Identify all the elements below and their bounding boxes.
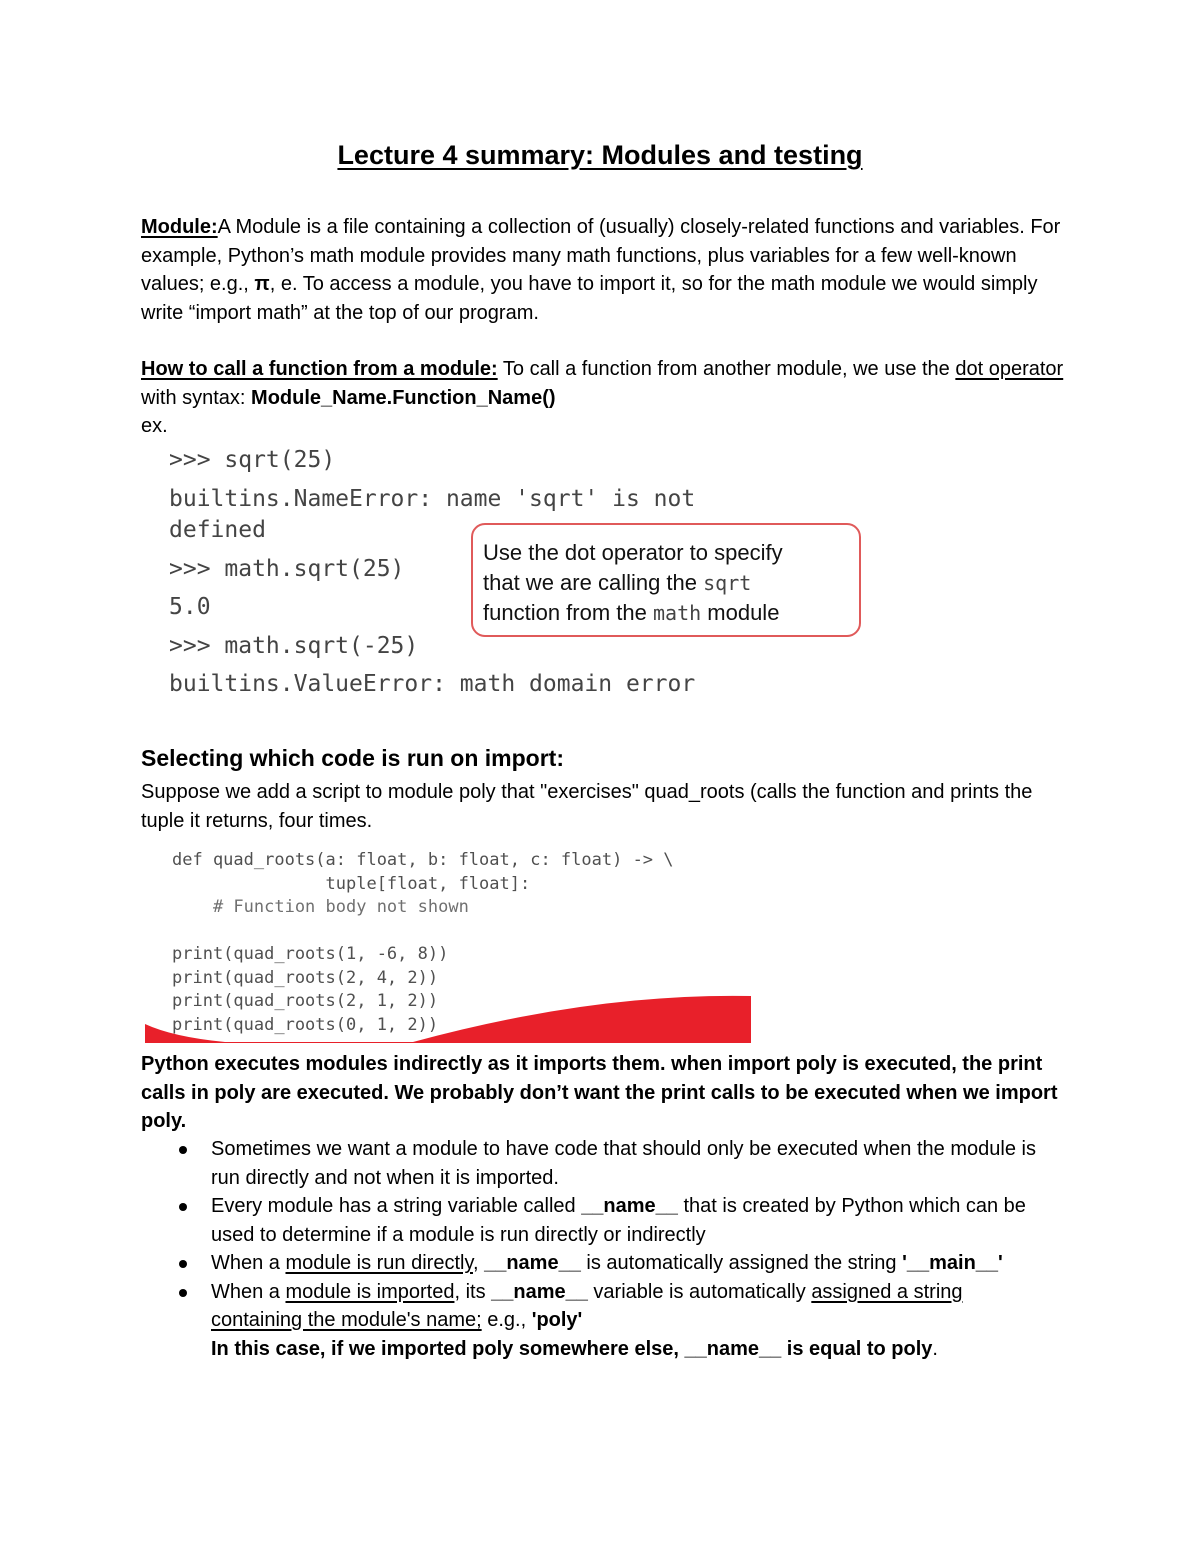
callout-line-1: Use the dot operator to specify <box>483 540 783 565</box>
bullet-text: When a <box>211 1252 286 1274</box>
import-heading: Selecting which code is run on import: <box>141 745 564 771</box>
import-intro: Suppose we add a script to module poly that "exercises" quad_roots (calls the function and prints the tuple it returns, four times. <box>141 781 1033 832</box>
callout-code: sqrt <box>703 571 752 595</box>
callout-text: that we are calling the <box>483 570 704 595</box>
main-string: '__main__' <box>902 1252 1003 1274</box>
code-line: >>> math.sqrt(25) <box>169 556 405 582</box>
code-line: def quad_roots(a: float, b: float, c: float) -> \ <box>172 850 674 870</box>
poly-string: 'poly' <box>531 1309 583 1331</box>
module-label: Module: <box>141 216 218 238</box>
code-line: >>> sqrt(25) <box>169 447 336 473</box>
underlined-text: assigned a string containing the module's name; <box>211 1280 963 1331</box>
module-text-1: A Module is a file containing a collection of (usually) closely-related functions and variables. For example, Python’s math module provides many math functions, plus variables for a few well-known values; e.g., <box>141 216 1061 295</box>
code-line: defined <box>169 517 266 543</box>
bullet-text: variable is automatically <box>587 1280 812 1303</box>
bullet-list <box>141 1135 1041 1363</box>
call-text-1: To call a function from another module, we use the <box>497 358 956 380</box>
callout-code: math <box>652 601 702 625</box>
bold-paragraph: Python executes modules indirectly as it imports them. when import poly is executed, the print calls in poly are executed. We probably don’t want the print calls to be executed when we import poly. <box>141 1053 1058 1132</box>
underlined-text: module is run directly <box>285 1252 473 1274</box>
call-paragraph <box>141 355 1066 441</box>
callout-text: function from the <box>483 600 653 625</box>
name-variable: __name__ <box>581 1195 678 1217</box>
module-text-2: , e. To access a module, you have to import it, so for the math module we would simply write “import math” at the top of our program. <box>141 273 1038 324</box>
code-line: >>> math.sqrt(-25) <box>169 633 419 659</box>
bullet-text: e.g., <box>481 1309 532 1331</box>
code-line: 5.0 <box>169 594 211 620</box>
callout-line-2 <box>483 568 849 598</box>
code-line: print(quad_roots(1, -6, 8)) <box>172 944 449 964</box>
dot-operator-callout <box>471 523 861 637</box>
bullet-dot-icon <box>179 1146 187 1154</box>
bullet-dot-icon <box>179 1203 187 1211</box>
bullet-text: In this case, if we imported poly somewhere else, <box>211 1337 685 1360</box>
name-variable: __name__ <box>484 1252 581 1274</box>
list-item <box>141 1192 1041 1249</box>
list-item <box>141 1135 1041 1192</box>
bullet-text: Every module has a string variable called <box>211 1195 582 1217</box>
name-variable: __name__ <box>491 1280 588 1303</box>
underlined-text: module is imported <box>285 1280 455 1303</box>
code-line: builtins.NameError: name 'sqrt' is not <box>169 486 696 512</box>
module-paragraph <box>141 213 1066 327</box>
bullet-text: Sometimes we want a module to have code that should only be executed when the module is run directly and not when it is imported. <box>211 1138 1036 1189</box>
call-label: How to call a function from a module: <box>141 358 498 380</box>
code-line: builtins.ValueError: math domain error <box>169 671 696 697</box>
bullet-text: , its <box>454 1280 492 1303</box>
code-line: tuple[float, float]: <box>172 874 531 894</box>
page-title: Lecture 4 summary: Modules and testing <box>337 140 863 170</box>
bullet-text: is automatically assigned the string <box>580 1252 903 1274</box>
code-line: print(quad_roots(2, 4, 2)) <box>172 968 439 988</box>
dot-operator-link: dot operator <box>955 358 1064 380</box>
call-syntax: Module_Name.Function_Name() <box>251 386 556 409</box>
red-highlight-shape <box>143 993 753 1045</box>
bullet-text: , <box>472 1252 485 1274</box>
name-variable: __name__ <box>684 1337 782 1360</box>
bullet-text: is equal to poly <box>781 1337 933 1360</box>
bullet-dot-icon <box>179 1289 187 1297</box>
code-line: # Function body not shown <box>172 897 469 917</box>
callout-text: module <box>701 600 780 625</box>
ex-label: ex. <box>141 415 168 437</box>
bullet-text: . <box>932 1337 938 1360</box>
code-line: print(quad_roots(2, 1, 2)) <box>172 991 439 1011</box>
call-text-2: with syntax: <box>141 386 252 409</box>
bullet-text: that is created by Python which can be used to determine if a module is run directly or indirectly <box>211 1195 1026 1246</box>
pi-symbol: π <box>254 273 270 295</box>
list-item <box>141 1278 1041 1364</box>
code-line: print(quad_roots(0, 1, 2)) <box>172 1015 439 1035</box>
list-item <box>141 1249 1041 1278</box>
bullet-dot-icon <box>179 1260 187 1268</box>
poly-code-screenshot <box>172 850 674 1035</box>
bullet-text: When a <box>211 1280 286 1303</box>
callout-line-3 <box>483 598 849 628</box>
